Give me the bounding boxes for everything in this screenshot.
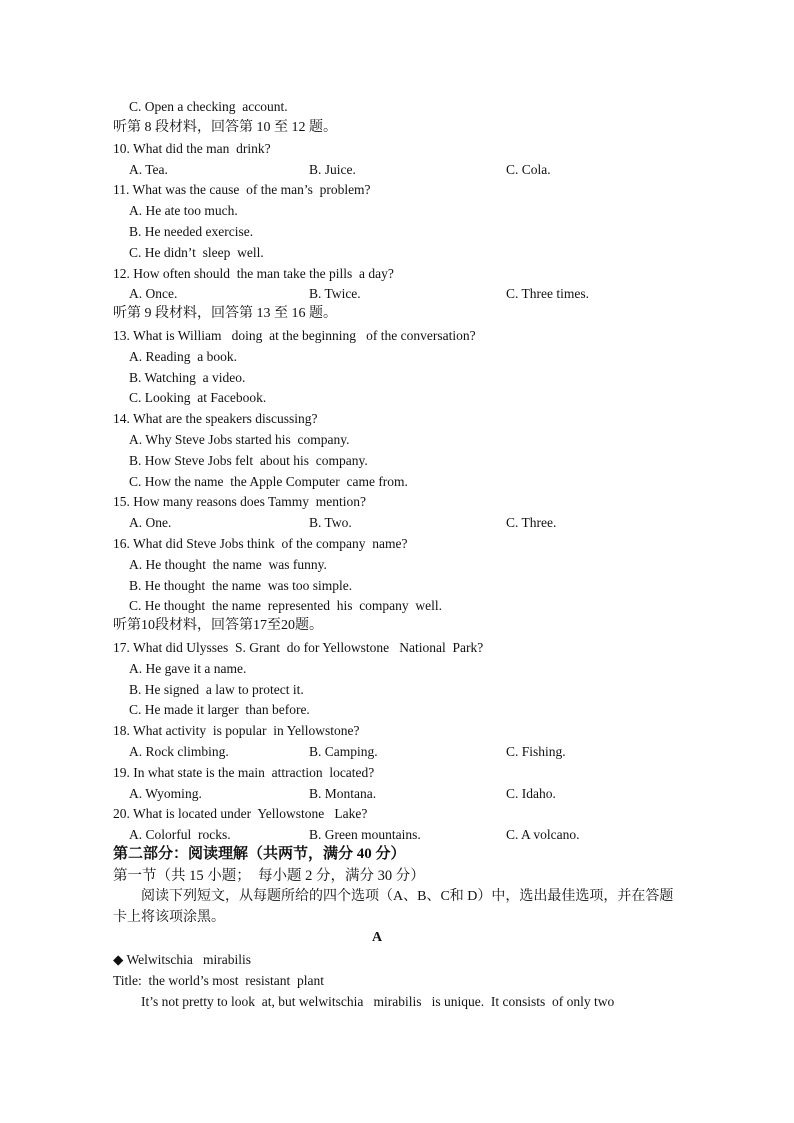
option-line: B. How Steve Jobs felt about his company. bbox=[129, 453, 368, 468]
option-a: A. Tea. bbox=[129, 162, 168, 177]
option-b: B. Green mountains. bbox=[309, 827, 421, 842]
question-17: 17. What did Ulysses S. Grant do for Yellowstone National Park? bbox=[113, 640, 484, 655]
option-line: C. Looking at Facebook. bbox=[129, 390, 267, 405]
passage-first-line: It’s not pretty to look at, but welwitschia mirabilis is unique. It consists of only two bbox=[141, 994, 615, 1009]
section-1-title: 第一节（共 15 小题； 每小题 2 分，满分 30 分） bbox=[113, 868, 425, 884]
section-heading: 听第 8 段材料，回答第 10 至 12 题。 bbox=[113, 120, 337, 135]
question-13: 13. What is William doing at the beginning of the conversation? bbox=[113, 328, 476, 343]
option-c: C. Idaho. bbox=[506, 786, 556, 801]
section-heading: 听第10段材料，回答第17至20题。 bbox=[113, 618, 323, 633]
question-12: 12. How often should the man take the pills a day? bbox=[113, 266, 394, 281]
question-10: 10. What did the man drink? bbox=[113, 141, 271, 156]
question-15: 15. How many reasons does Tammy mention? bbox=[113, 494, 367, 509]
option-b: B. Camping. bbox=[309, 744, 378, 759]
option-line: B. He needed exercise. bbox=[129, 224, 254, 239]
option-a: A. Wyoming. bbox=[129, 786, 202, 801]
option-line: A. He thought the name was funny. bbox=[129, 557, 327, 572]
question-18: 18. What activity is popular in Yellowstone? bbox=[113, 723, 360, 738]
question-11: 11. What was the cause of the man’s problem? bbox=[113, 182, 371, 197]
question-16: 16. What did Steve Jobs think of the company name? bbox=[113, 536, 408, 551]
part-2-title: 第二部分：阅读理解（共两节，满分 40 分） bbox=[113, 846, 406, 862]
option-c: C. Three times. bbox=[506, 286, 589, 301]
option-line: C. Open a checking account. bbox=[129, 99, 288, 114]
option-line: B. He signed a law to protect it. bbox=[129, 682, 304, 697]
option-c: C. Fishing. bbox=[506, 744, 566, 759]
passage-bullet-title: ◆ Welwitschia mirabilis bbox=[113, 952, 252, 967]
option-a: A. Colorful rocks. bbox=[129, 827, 231, 842]
option-a: A. Once. bbox=[129, 286, 178, 301]
question-20: 20. What is located under Yellowstone Lake? bbox=[113, 806, 368, 821]
passage-label: A bbox=[371, 930, 383, 945]
option-b: B. Montana. bbox=[309, 786, 377, 801]
option-line: A. Why Steve Jobs started his company. bbox=[129, 432, 350, 447]
option-line: A. Reading a book. bbox=[129, 349, 237, 364]
option-b: B. Juice. bbox=[309, 162, 356, 177]
option-line: A. He ate too much. bbox=[129, 203, 238, 218]
option-b: B. Two. bbox=[309, 515, 352, 530]
question-19: 19. In what state is the main attraction located? bbox=[113, 765, 375, 780]
option-c: C. Cola. bbox=[506, 162, 551, 177]
passage-title-line: Title: the world’s most resistant plant bbox=[113, 973, 324, 988]
option-line: C. He didn’t sleep well. bbox=[129, 245, 264, 260]
option-c: C. Three. bbox=[506, 515, 557, 530]
option-line: A. He gave it a name. bbox=[129, 661, 247, 676]
option-a: A. One. bbox=[129, 515, 172, 530]
option-c: C. A volcano. bbox=[506, 827, 580, 842]
option-line: C. How the name the Apple Computer came from. bbox=[129, 474, 408, 489]
option-line: B. He thought the name was too simple. bbox=[129, 578, 353, 593]
instructions: 阅读下列短文，从每题所给的四个选项（A、B、C和 D）中，选出最佳选项，并在答题卡上将该项涂黑。 bbox=[113, 889, 674, 925]
option-b: B. Twice. bbox=[309, 286, 361, 301]
option-line: B. Watching a video. bbox=[129, 370, 246, 385]
option-line: C. He thought the name represented his company well. bbox=[129, 598, 443, 613]
option-line: C. He made it larger than before. bbox=[129, 702, 310, 717]
question-14: 14. What are the speakers discussing? bbox=[113, 411, 318, 426]
option-a: A. Rock climbing. bbox=[129, 744, 229, 759]
section-heading: 听第 9 段材料，回答第 13 至 16 题。 bbox=[113, 306, 337, 321]
